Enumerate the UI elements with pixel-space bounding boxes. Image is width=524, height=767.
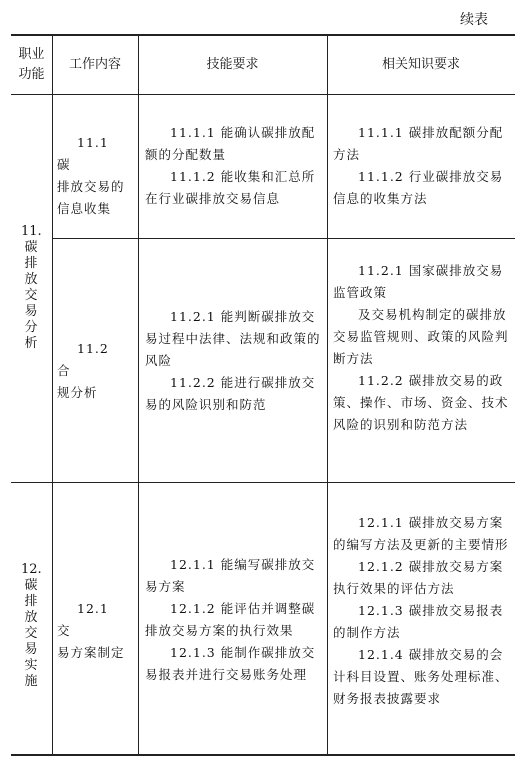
knowledge-12-1: 12.1.1 碳排放交易方案的编写方法及更新的主要情形 12.1.2 碳排放交易方案执行效果的评估方法 12.1.3 碳排放交易报表的制作方法 12.1.4 碳排放交易的会计科目设置、账务处理标准、财务报表披露要求 [333,515,509,706]
skills-12-1: 12.1.1 能编写碳排放交易方案 12.1.2 能评估并调整碳排放交易方案的执行效果 12.1.3 能制作碳排放交易报表并进行交易账务处理 [145,557,316,682]
knowledge-11-2: 11.2.1 国家碳排放交易监管政策 及交易机构制定的碳排放交易监管规则、政策的风险判断方法 11.2.2 碳排放交易的政策、操作、市场、资金、技术风险的识别和防范方法 [333,263,509,432]
work-content-11-2: 11.2 合 规分析 [57,341,123,400]
table-header [11,36,515,94]
header-work-content: 工作内容 [68,57,121,72]
column-divider [52,36,53,754]
header-function: 职业 功能 [18,47,45,82]
function-12: 12. 碳 排 放 交 易 实 施 [21,562,42,689]
row-divider [52,238,515,239]
row-divider [11,94,515,95]
header-skills: 技能要求 [206,57,259,72]
column-divider [327,36,328,754]
function-11: 11. 碳 排 放 交 易 分 析 [21,224,42,351]
skills-table [11,34,515,756]
work-content-11-1: 11.1 碳 排放交易的 信息收集 [57,135,125,216]
skills-11-1: 11.1.1 能确认碳排放配额的分配数量 11.1.2 能收集和汇总所在行业碳排放交易信息 [145,125,316,206]
knowledge-11-1: 11.1.1 碳排放配额分配方法 11.1.2 行业碳排放交易信息的收集方法 [333,125,504,206]
continued-label: 续表 [460,12,488,28]
work-content-12-1: 12.1 交 易方案制定 [57,601,125,660]
column-divider [138,36,139,754]
skills-11-2: 11.2.1 能判断碳排放交易过程中法律、法规和政策的风险 11.2.2 能进行碳排放交易的风险识别和防范 [145,309,321,412]
header-knowledge: 相关知识要求 [381,57,460,72]
row-divider [11,482,515,483]
